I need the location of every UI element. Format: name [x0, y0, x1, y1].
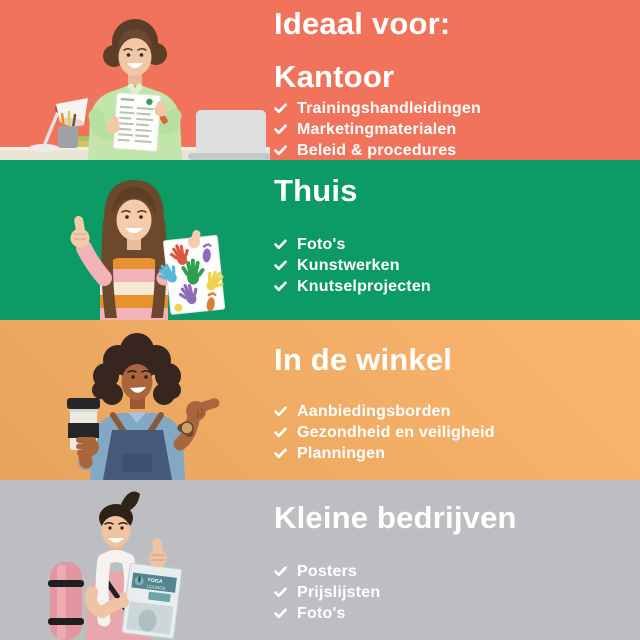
home-photo-illustration — [0, 160, 270, 320]
benefit-label: Prijslijsten — [297, 584, 381, 601]
benefit-label: Gezondheid en veiligheid — [297, 424, 495, 441]
benefit-label: Foto's — [297, 605, 346, 622]
smallbiz-photo-illustration — [0, 480, 270, 640]
section-title-thuis: Thuis — [274, 173, 358, 208]
section-kleine-bedrijven — [0, 480, 640, 640]
benefit-item — [274, 422, 634, 443]
check-icon — [274, 561, 288, 582]
benefit-label: Knutselprojecten — [297, 278, 431, 295]
benefit-label: Trainingshandleidingen — [297, 100, 481, 117]
section-title-kleine-bedrijven: Kleine bedrijven — [274, 500, 517, 535]
section-title-kantoor: Kantoor — [274, 59, 395, 94]
check-icon — [274, 140, 288, 160]
yoga-mat — [48, 562, 84, 640]
benefit-list-kantoor — [274, 98, 634, 160]
benefit-item — [274, 582, 634, 603]
poster-subtitle: LOUNGE — [146, 583, 167, 592]
section-title-winkel: In de winkel — [274, 342, 453, 377]
thumbs-up-hand — [149, 537, 167, 567]
pointing-hand — [176, 397, 220, 444]
check-icon — [274, 401, 288, 422]
laptop — [188, 110, 270, 160]
benefit-list-thuis — [274, 234, 634, 297]
check-icon — [274, 582, 288, 603]
coffee-cup — [67, 398, 100, 456]
benefit-list-kleine-bedrijven — [274, 561, 634, 624]
benefit-item — [274, 603, 634, 624]
office-photo-illustration — [0, 0, 270, 160]
thumbs-up-hand — [71, 215, 90, 247]
store-photo-illustration — [0, 320, 270, 480]
benefit-label: Planningen — [297, 445, 386, 462]
poster-title: YOGA — [147, 577, 163, 586]
check-icon — [274, 276, 288, 297]
benefit-item — [274, 119, 634, 140]
benefit-item — [274, 234, 634, 255]
benefit-item — [274, 401, 634, 422]
benefit-list-winkel — [274, 401, 634, 464]
check-icon — [274, 98, 288, 119]
check-icon — [274, 234, 288, 255]
benefit-label: Foto's — [297, 236, 346, 253]
section-winkel — [0, 320, 640, 480]
check-icon — [274, 422, 288, 443]
benefit-item — [274, 276, 634, 297]
check-icon — [274, 119, 288, 140]
benefit-item — [274, 561, 634, 582]
benefit-label: Posters — [297, 563, 358, 580]
laminated-poster — [122, 563, 182, 639]
check-icon — [274, 255, 288, 276]
section-thuis — [0, 160, 640, 320]
benefit-item — [274, 443, 634, 464]
benefit-label: Marketingmaterialen — [297, 121, 457, 138]
benefit-label: Beleid & procedures — [297, 142, 457, 159]
benefit-item — [274, 255, 634, 276]
check-icon — [274, 443, 288, 464]
benefit-label: Aanbiedingsborden — [297, 403, 451, 420]
benefit-item — [274, 140, 634, 160]
section-kantoor — [0, 0, 640, 160]
benefit-label: Kunstwerken — [297, 257, 400, 274]
benefit-item — [274, 98, 634, 119]
check-icon — [274, 603, 288, 624]
page-title: Ideaal voor: — [274, 6, 451, 41]
laminated-document — [113, 93, 161, 152]
